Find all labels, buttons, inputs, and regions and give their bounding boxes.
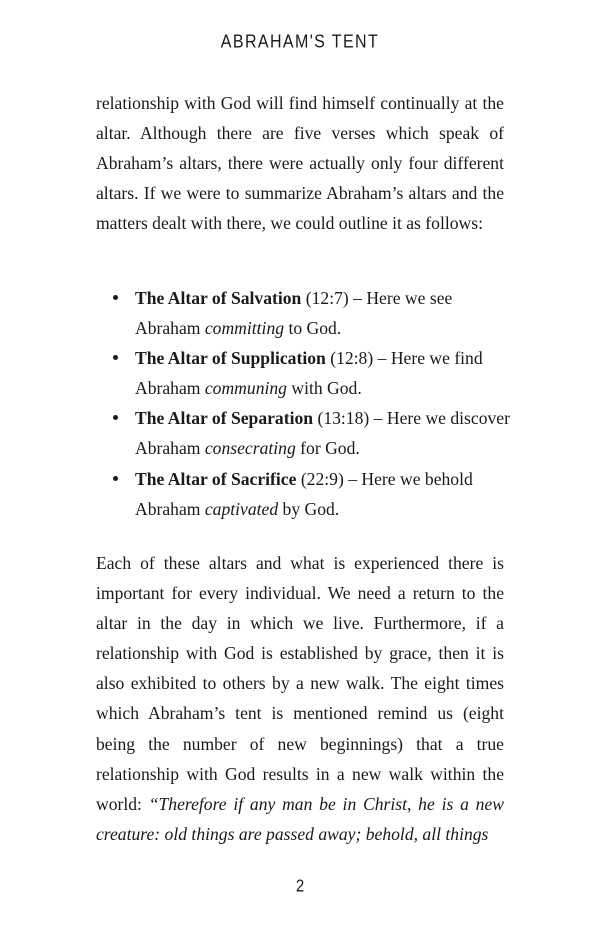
altar-name: The Altar of Salvation (135, 288, 302, 308)
altar-reference: (12:8) (330, 348, 374, 369)
altar-reference: (12:7) (305, 288, 349, 308)
bullet-icon (113, 415, 118, 420)
altar-description-tail: by God. (278, 498, 340, 519)
altar-emphasis: captivated (204, 498, 279, 519)
altar-emphasis: communing (204, 378, 287, 399)
scripture-quote: “Therefore if any man be in Christ, he is a new creature: old things are passed away; behold, all things (96, 793, 504, 844)
altar-name: The Altar of Sacrifice (135, 468, 297, 489)
altar-emphasis: committing (204, 318, 285, 339)
altar-reference: (13:18) (317, 408, 370, 429)
bullet-icon (113, 355, 118, 360)
page-number: 2 (295, 876, 305, 897)
altar-description-lead: – Here we find Abraham (135, 348, 483, 399)
altar-name: The Altar of Supplication (135, 348, 326, 369)
altar-description-tail: with God. (286, 378, 362, 399)
bullet-icon (113, 476, 118, 481)
closing-paragraph-text: Each of these altars and what is experienced there is important for every individual. We need a return to the altar in the day in which we live. Furthermore, if a relationship with God is established by grace, then it is also exhibited to others by a new walk. The eight times which Abraham’s tent is mentioned remind us (eight being the number of new beginnings) that a true relationship with God results in a new walk within the world: (96, 553, 504, 814)
intro-paragraph: relationship with God will find himself continually at the altar. Although there are five verses which speak of Abraham’s altars, there were actually only four different altars. If we were to summarize Abraham’s altars and the matters dealt with there, we could outline it as follows: (96, 93, 504, 234)
list-item-altar-separation (113, 403, 513, 463)
altar-name: The Altar of Separation (135, 408, 314, 429)
altar-reference: (22:9) (300, 468, 344, 489)
altar-description-tail: for God. (295, 438, 360, 459)
list-item-altar-sacrifice (113, 464, 513, 524)
bullet-icon (113, 295, 118, 300)
list-item-altar-salvation (113, 283, 513, 343)
list-item-altar-supplication (113, 343, 513, 403)
running-header-title: ABRAHAM'S TENT (220, 32, 380, 53)
altar-description-lead: – Here we behold Abraham (135, 468, 473, 519)
closing-paragraph (96, 548, 504, 849)
altar-description-lead: – Here we discover Abraham (135, 408, 510, 459)
altar-list (113, 283, 513, 524)
altar-emphasis: consecrating (204, 438, 296, 459)
altar-description-tail: to God. (284, 318, 342, 339)
altar-description-lead: – Here we see Abraham (135, 288, 453, 339)
